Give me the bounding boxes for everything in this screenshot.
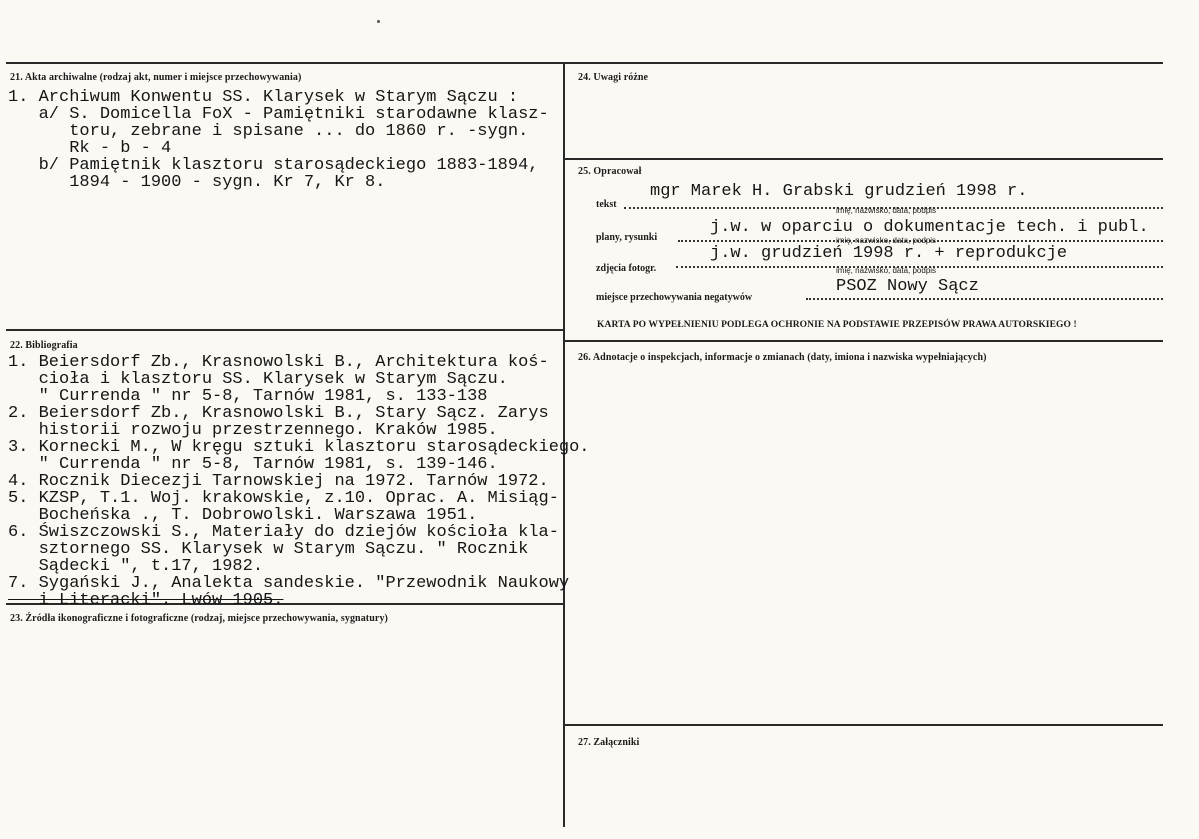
bibliography-line: 1. Beiersdorf Zb., Krasnowolski B., Architektura koś- [8,353,549,372]
left-rule-21-22 [6,329,565,331]
right-rule-25-26 [563,340,1163,342]
section-23-header: 23. Źródła ikonograficzne i fotograficzne (rodzaj, miejsce przechowywania, sygnatury) [10,613,388,624]
negatives-dotted-line [806,298,1163,300]
bibliography-line: 3. Kornecki M., W kręgu sztuki klasztoru starosądeckiego. [8,438,590,457]
section-24-header: 24. Uwagi różne [578,72,649,83]
bibliography-line: 2. Beiersdorf Zb., Krasnowolski B., Stary Sącz. Zarys [8,404,549,423]
bibliography-line: 6. Świszczowski S., Materiały do dziejów kościoła kla- [8,523,559,542]
bibliography-line: cioła i klasztoru SS. Klarysek w Starym Sączu. [8,370,508,389]
section-26-header: 26. Adnotacje o inspekcjach, informacje o zmianach (daty, imiona i nazwiska wypełniających) [578,352,987,363]
right-rule-26-27 [563,724,1163,726]
bibliography-line: 4. Rocznik Diecezji Tarnowskiej na 1972. Tarnów 1972. [8,472,549,491]
photos-hint: imię, nazwisko, data, podpis [836,266,937,275]
bibliography-line: Bocheńska ., T. Dobrowolski. Warszawa 1951. [8,506,478,525]
archive-entry-line: 1894 - 1900 - sygn. Kr 7, Kr 8. [8,173,386,192]
section-22-header: 22. Bibliografia [10,340,78,351]
negatives-label: miejsce przechowywania negatywów [596,292,753,303]
bibliography-line: Sądecki ", t.17, 1982. [8,557,264,576]
bibliography-struck-line: i Literacki". Lwów 1905. [8,591,284,610]
paper-speck [377,20,380,23]
archive-entry-line: a/ S. Domicella FoX - Pamiętniki starodawne klasz- [8,105,549,124]
bibliography-line: 5. KZSP, T.1. Woj. krakowskie, z.10. Oprac. A. Misiąg- [8,489,559,508]
author-text-value: mgr Marek H. Grabski grudzień 1998 r. [650,182,1028,201]
photos-value: j.w. grudzień 1998 r. + reprodukcje [710,244,1068,263]
copyright-notice: KARTA PO WYPEŁNIENIU PODLEGA OCHRONIE NA PODSTAWIE PRZEPISÓW PRAWA AUTORSKIEGO ! [597,320,1077,330]
archive-entry-line: toru, zebrane i spisane ... do 1860 r. -sygn. [8,122,529,141]
plans-value: j.w. w oparciu o dokumentacje tech. i publ. [710,218,1149,237]
section-25-header: 25. Opracował [578,166,642,177]
plans-hint: imię, nazwisko, data, podpis [836,236,937,245]
plans-label: plany, rysunki [596,232,658,243]
archive-entry-line: Rk - b - 4 [8,139,172,158]
section-27-header: 27. Załączniki [578,737,640,748]
bibliography-line: " Currenda " nr 5-8, Tarnów 1981, s. 133-138 [8,387,488,406]
right-rule-24-25 [563,158,1163,160]
archive-entry-line: b/ Pamiętnik klasztoru starosądeckiego 1883-1894, [8,156,539,175]
section-21-header: 21. Akta archiwalne (rodzaj akt, numer i miejsce przechowywania) [10,72,302,83]
photos-label: zdjęcia fotogr. [596,263,657,274]
bibliography-line: historii rozwoju przestrzennego. Kraków 1985. [8,421,498,440]
bibliography-line: " Currenda " nr 5-8, Tarnów 1981, s. 139-146. [8,455,498,474]
bibliography-line: 7. Sygański J., Analekta sandeskie. "Przewodnik Naukowy [8,574,570,593]
archive-entry-line: 1. Archiwum Konwentu SS. Klarysek w Starym Sączu : [8,88,519,107]
text-hint: imię, nazwisko, data, podpis [836,206,937,215]
negatives-value: PSOZ Nowy Sącz [836,277,979,296]
text-label: tekst [596,199,617,210]
top-rule [6,62,1163,64]
bibliography-line: sztornego SS. Klarysek w Starym Sączu. " Rocznik [8,540,529,559]
